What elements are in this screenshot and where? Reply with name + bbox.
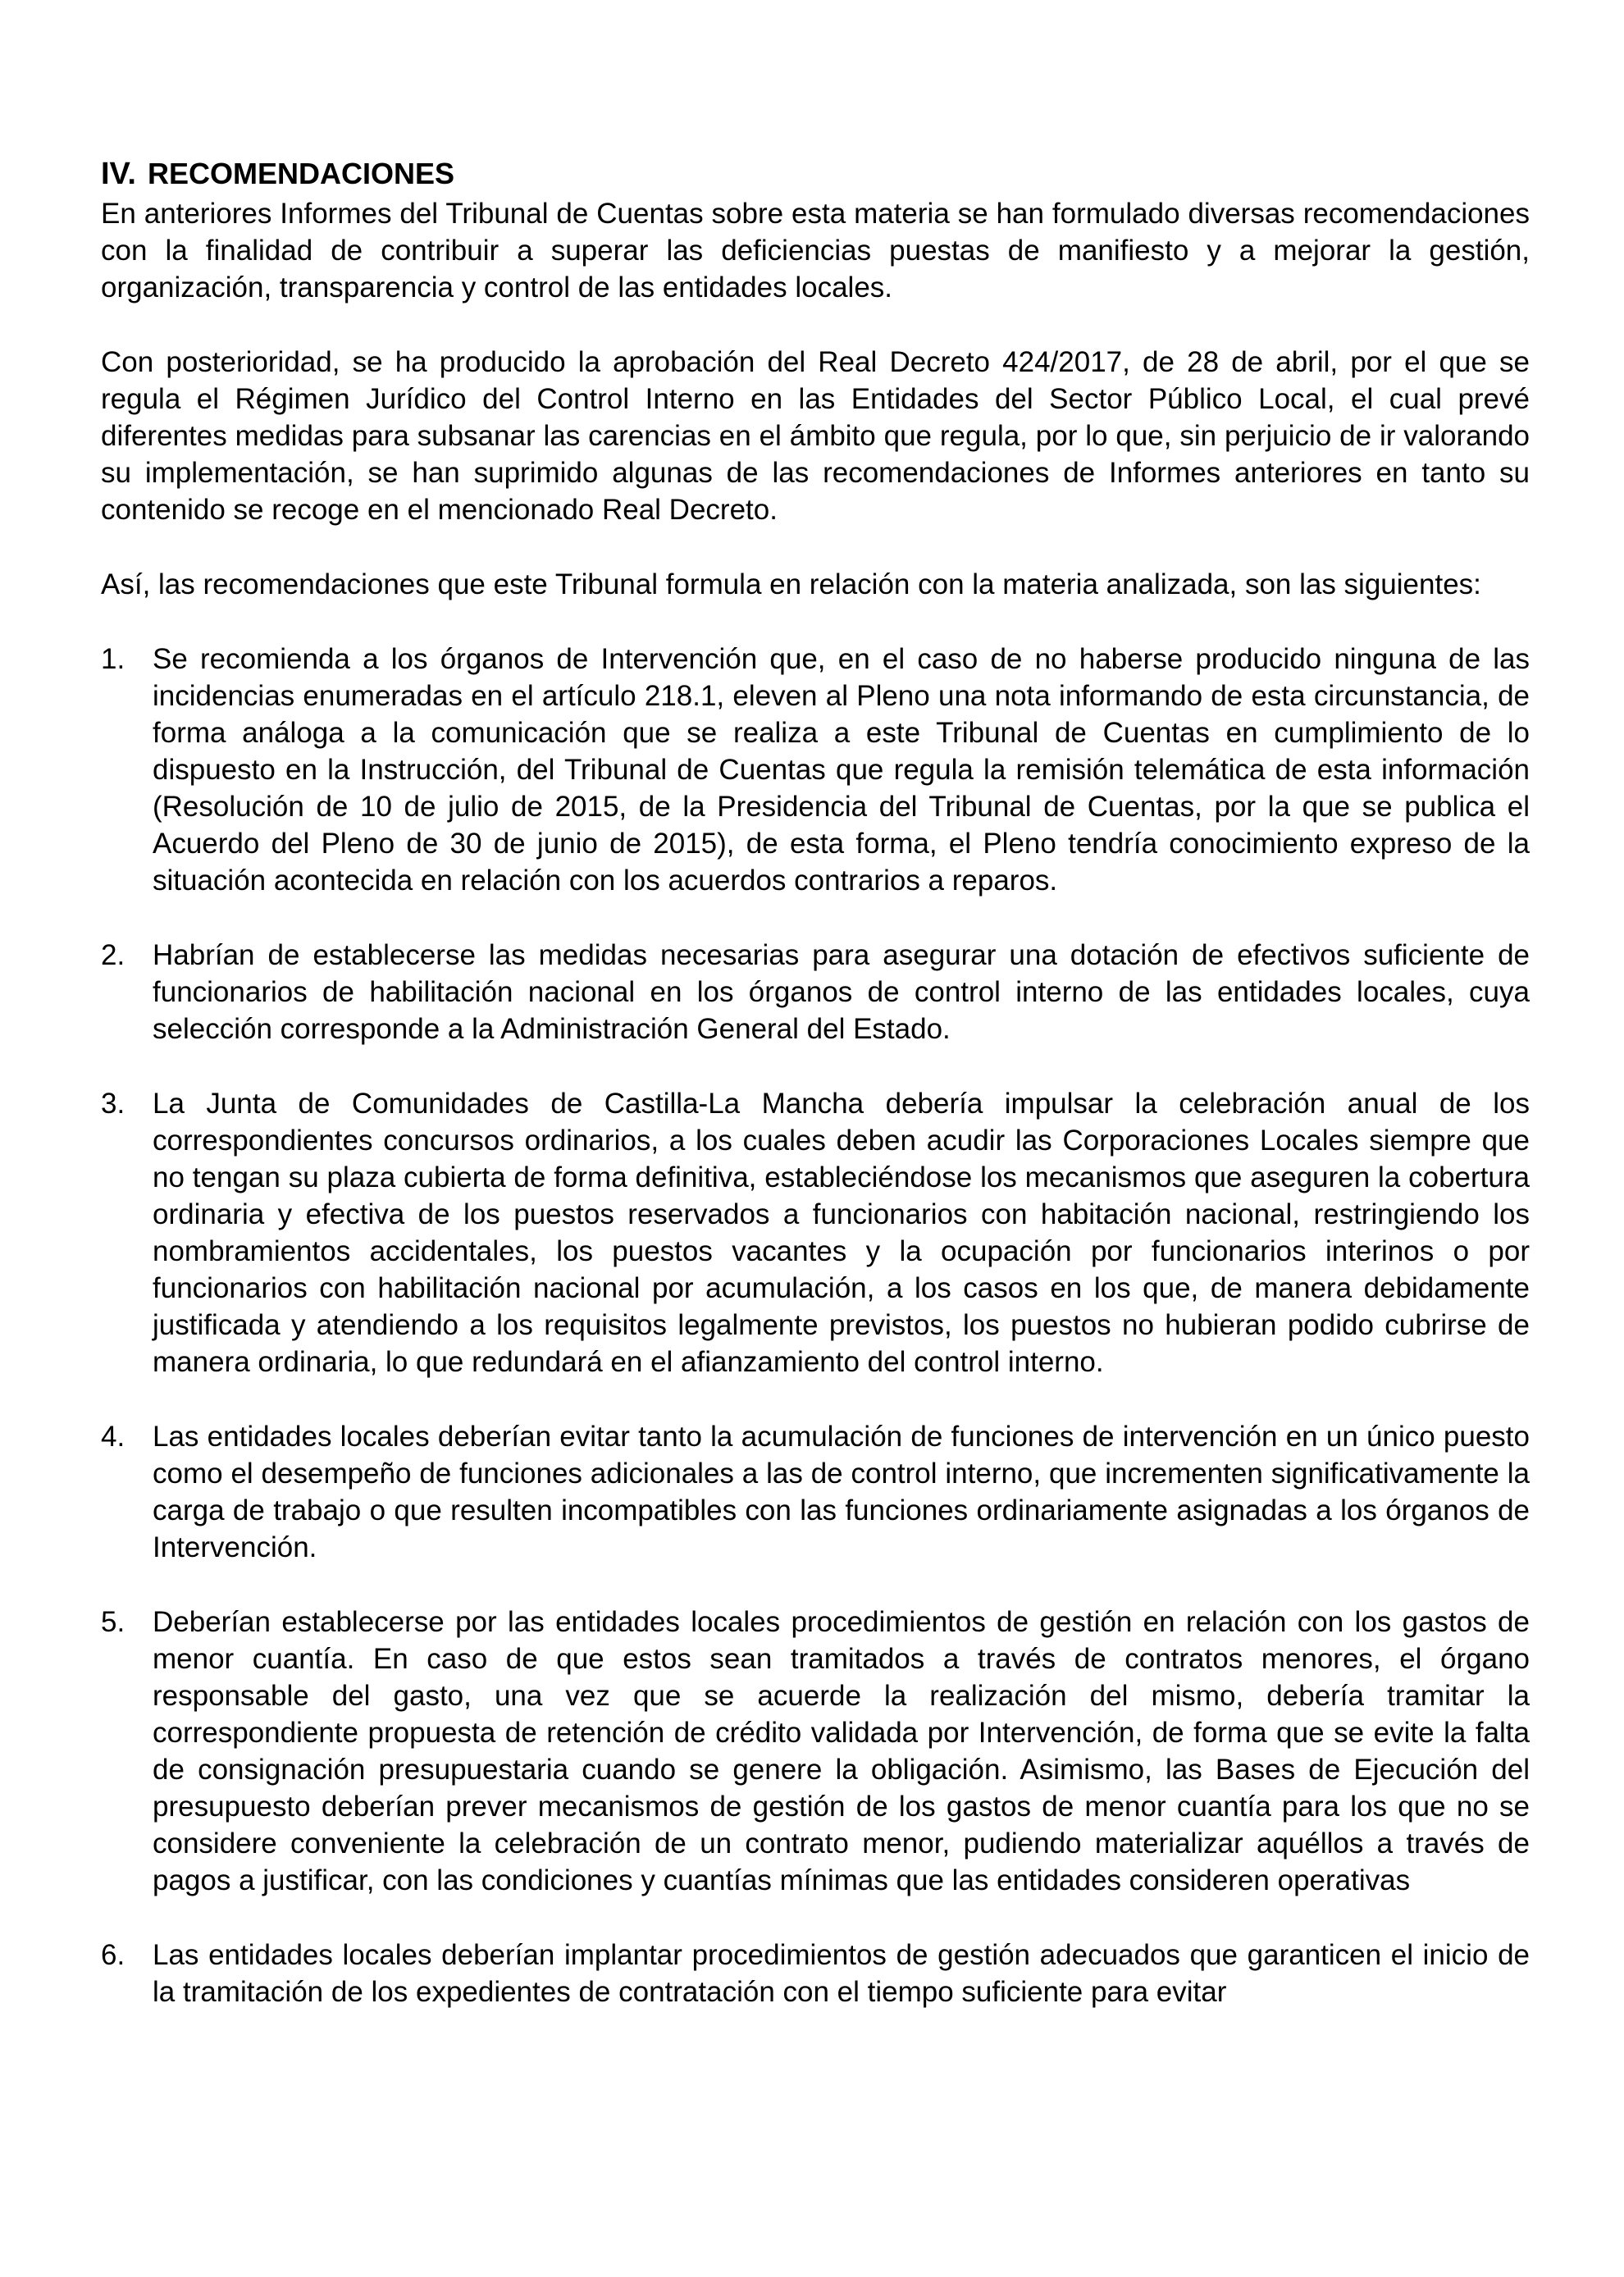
list-marker: 1. [101,643,125,675]
list-marker: 5. [101,1606,125,1638]
recommendation-item [101,1085,1530,1380]
recommendation-text: Deberían establecerse por las entidades locales procedimientos de gestión en relación con los gastos de menor cuantía. En caso de que estos sean tramitados a través de contratos menores, el órgano responsable del gasto, una vez que se acuerde la realización del mismo, debería tramitar la correspondiente propuesta de retención de crédito validada por Intervención, de forma que se evite la falta de consignación presupuestaria cuando se genere la obligación. Asimismo, las Bases de Ejecución del presupuesto deberían prever mecanismos de gestión de los gastos de menor cuantía para los que no se considere conveniente la celebración de un contrato menor, pudiendo materializar aquéllos a través de pagos a justificar, con las condiciones y cuantías mínimas que las entidades consideren operativas [153,1606,1530,1896]
list-marker: 4. [101,1421,125,1453]
recommendation-text: Las entidades locales deberían evitar tanto la acumulación de funciones de intervención en un único puesto como el desempeño de funciones adicionales a las de control interno, que incrementen significativamente la carga de trabajo o que resulten incompatibles con las funciones ordinariamente asignadas a los órganos de Intervención. [153,1421,1530,1563]
recommendation-item [101,1937,1530,2010]
recommendation-text: Las entidades locales deberían implantar procedimientos de gestión adecuados que garanticen el inicio de la tramitación de los expedientes de contratación con el tiempo suficiente para evitar [153,1939,1530,2008]
recommendations-list [101,641,1530,2010]
paragraph: En anteriores Informes del Tribunal de Cuentas sobre esta materia se han formulado diversas recomendaciones con la finalidad de contribuir a superar las deficiencias puestas de manifiesto y a mejorar la gestión, organización, transparencia y control de las entidades locales. [101,198,1530,303]
paragraph: Así, las recomendaciones que este Tribunal formula en relación con la materia analizada, son las siguientes: [101,568,1481,600]
section-number: IV. [101,157,136,191]
recommendation-text: Habrían de establecerse las medidas necesarias para asegurar una dotación de efectivos suficiente de funcionarios de habilitación nacional en los órganos de control interno de las entidades locales, cuya selección corresponde a la Administración General del Estado. [153,939,1530,1045]
section-heading [101,156,1530,192]
paragraph: Con posterioridad, se ha producido la aprobación del Real Decreto 424/2017, de 28 de abril, por el que se regula el Régimen Jurídico del Control Interno en las Entidades del Sector Público Local, el cual prevé diferentes medidas para subsanar las carencias en el ámbito que regula, por lo que, sin perjuicio de ir valorando su implementación, se han suprimido algunas de las recomendaciones de Informes anteriores en tanto su contenido se recoge en el mencionado Real Decreto. [101,346,1530,526]
recommendation-item [101,1604,1530,1899]
list-marker: 3. [101,1088,125,1120]
recommendation-text: Se recomienda a los órganos de Intervención que, en el caso de no haberse producido ninguna de las incidencias enumeradas en el artículo 218.1, eleven al Pleno una nota informando de esta circunstancia, de forma análoga a la comunicación que se realiza a este Tribunal de Cuentas en cumplimiento de lo dispuesto en la Instrucción, del Tribunal de Cuentas que regula la remisión telemática de esta información (Resolución de 10 de julio de 2015, de la Presidencia del Tribunal de Cuentas, por la que se publica el Acuerdo del Pleno de 30 de junio de 2015), de esta forma, el Pleno tendría conocimiento expreso de la situación acontecida en relación con los acuerdos contrarios a reparos. [153,643,1530,897]
recommendation-item [101,1418,1530,1566]
list-marker: 6. [101,1939,125,1971]
document-page [101,156,1530,2048]
recommendation-item [101,937,1530,1047]
recommendation-text: La Junta de Comunidades de Castilla-La Mancha debería impulsar la celebración anual de los correspondientes concursos ordinarios, a los cuales deben acudir las Corporaciones Locales siempre que no tengan su plaza cubierta de forma definitiva, estableciéndose los mecanismos que aseguren la cobertura ordinaria y efectiva de los puestos reservados a funcionarios con habitación nacional, restringiendo los nombramientos accidentales, los puestos vacantes y la ocupación por funcionarios interinos o por funcionarios con habilitación nacional por acumulación, a los casos en los que, de manera debidamente justificada y atendiendo a los requisitos legalmente previstos, los puestos no hubieran podido cubrirse de manera ordinaria, lo que redundará en el afianzamiento del control interno. [153,1088,1530,1378]
section-title: RECOMENDACIONES [147,157,455,190]
recommendation-item [101,641,1530,899]
list-marker: 2. [101,939,125,971]
